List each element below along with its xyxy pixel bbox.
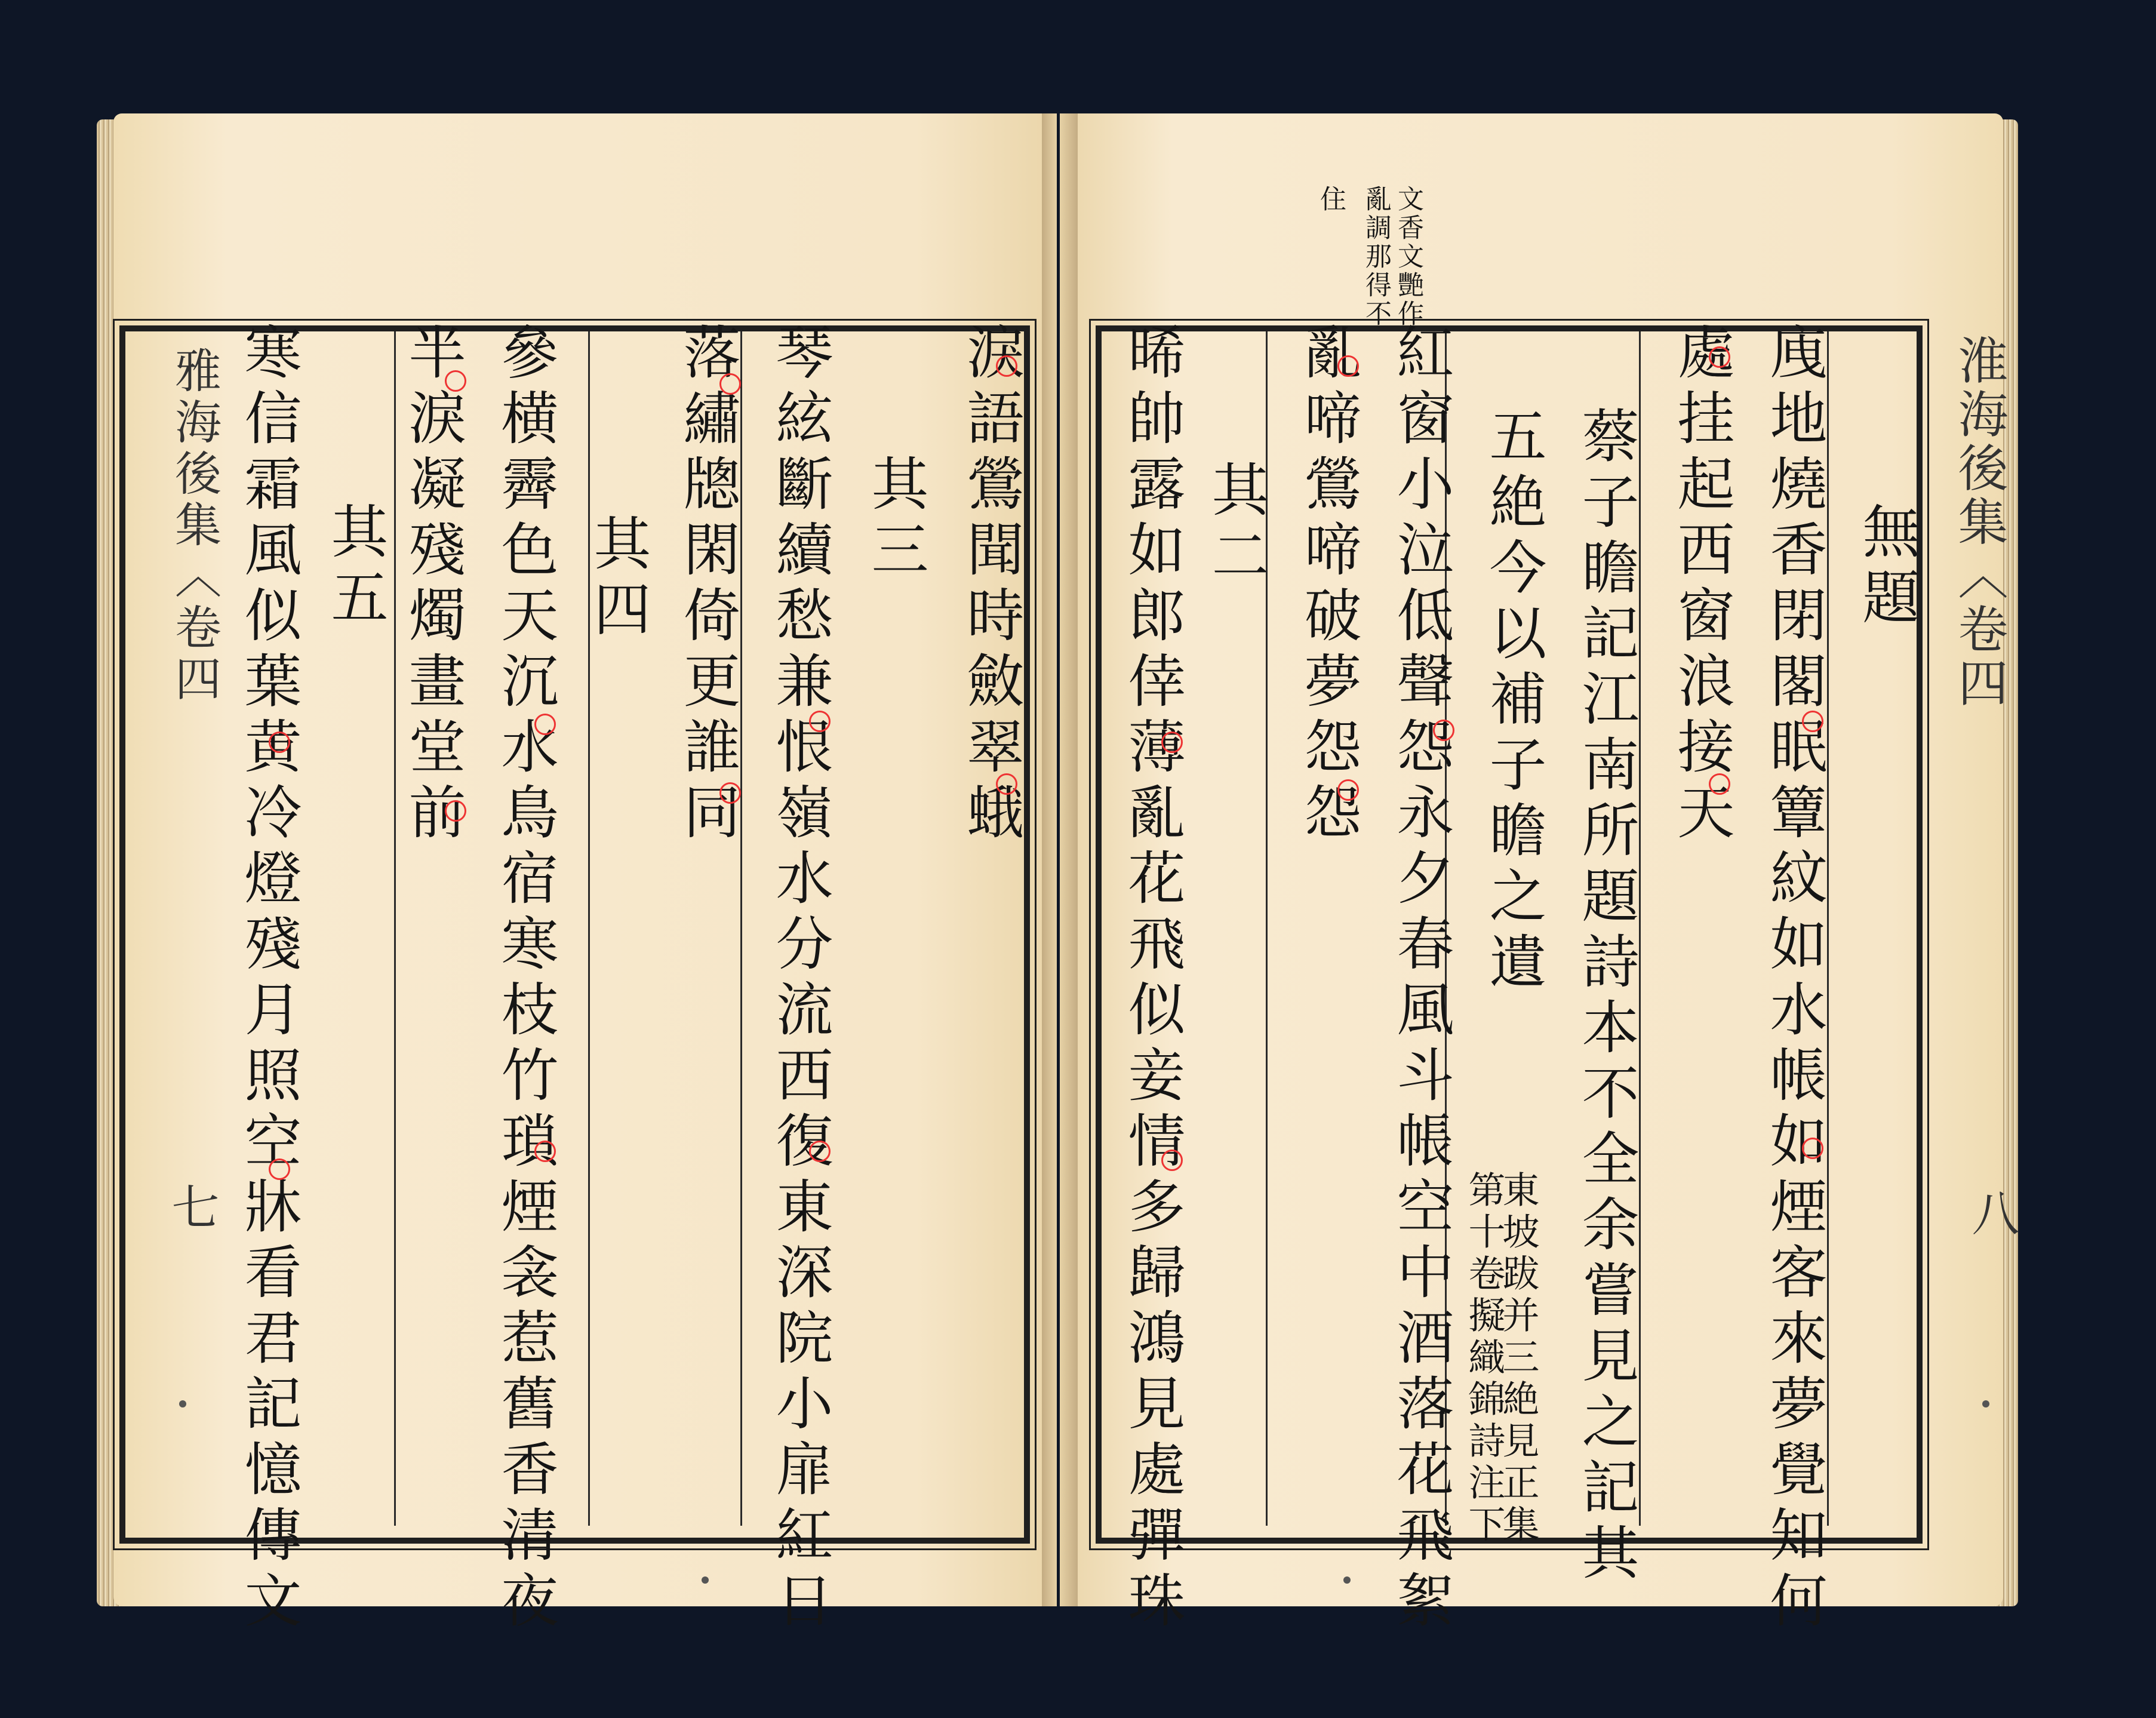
red-circle-mark xyxy=(534,1141,556,1162)
left-text-column-3: 落繡牕閑倚更誰同 xyxy=(674,322,741,848)
binding-dot xyxy=(1982,1400,1989,1407)
left-text-column-4: 參横霽色天沉水鳥宿寒枝竹瑣煙衾惹舊香清夜 xyxy=(492,322,559,1636)
poem-title-wuti: 無題 xyxy=(1853,502,1920,633)
red-circle-mark xyxy=(809,711,831,732)
red-circle-mark xyxy=(719,373,741,395)
right-folio-number: 八 xyxy=(1964,1188,2019,1244)
red-circle-mark xyxy=(1433,720,1454,741)
right-note-line-a: 東坡跋并三絶見正集 xyxy=(1496,1170,1540,1547)
right-note-line-b: 第十卷擬織錦詩注下 xyxy=(1462,1170,1506,1547)
right-text-column-7: 晞帥露如郎倖薄亂花飛似妾情多歸鴻見處彈珠 xyxy=(1119,322,1186,1636)
red-circle-mark xyxy=(1802,711,1823,732)
subtitle-qi-wu: 其五 xyxy=(322,502,389,633)
left-text-column-6: 寒信霜風似葉黄冷燈殘月照空牀看君記憶傳文 xyxy=(235,322,302,1636)
red-circle-mark xyxy=(445,370,466,392)
right-margin-title: 淮海後集〈卷四 xyxy=(1950,334,2009,711)
left-folio-number: 七 xyxy=(164,1182,219,1238)
right-text-column-2: 處挂起西窗浪接天 xyxy=(1668,322,1735,848)
left-text-column-2: 琴絃斷續愁兼恨嶺水分流西復東深院小扉紅日 xyxy=(767,322,834,1636)
annotation-line-1: 文香文艷作 xyxy=(1393,185,1423,328)
binding-dot xyxy=(1343,1576,1351,1584)
red-circle-mark xyxy=(719,782,741,804)
right-text-column-5: 紅窗小泣低聲怨永夕春風斗帳空中酒落花飛絮 xyxy=(1388,322,1454,1636)
red-circle-mark xyxy=(1337,355,1359,377)
left-margin-title: 雅海後集〈卷四 xyxy=(167,346,221,706)
annotation-line-3: 住 xyxy=(1315,185,1346,214)
binding-dot xyxy=(179,1400,186,1407)
red-circle-mark xyxy=(1337,779,1359,801)
left-text-column-1: 淚語鶯聞時斂翠蛾 xyxy=(958,322,1025,848)
red-circle-mark xyxy=(269,732,290,753)
annotation-line-2: 亂調那得不 xyxy=(1361,185,1391,328)
red-circle-mark xyxy=(1709,346,1730,368)
red-circle-mark xyxy=(1161,1150,1183,1171)
left-text-column-5: 半淚凝殘燭畫堂前 xyxy=(399,322,466,848)
column-rule xyxy=(588,331,590,1526)
red-circle-mark xyxy=(996,355,1017,377)
red-circle-mark xyxy=(269,1158,290,1180)
subtitle-qi-si: 其四 xyxy=(585,514,651,645)
subtitle-qi-san: 其三 xyxy=(862,454,929,585)
right-text-column-1: 㡼地燒香閉閣眠簟紋如水帳如煙客來夢覺知何 xyxy=(1761,322,1828,1636)
subtitle-qi-er: 其二 xyxy=(1202,460,1269,591)
red-circle-mark xyxy=(996,773,1017,795)
right-text-column-4: 五絶今以補子瞻之遺 xyxy=(1480,406,1547,997)
red-circle-mark xyxy=(1802,1138,1823,1159)
red-circle-mark xyxy=(809,1141,831,1162)
red-circle-mark xyxy=(445,800,466,822)
book-gutter xyxy=(1042,113,1078,1606)
red-circle-mark xyxy=(534,714,556,735)
right-text-column-3: 蔡子瞻記江南所題詩本不全余嘗見之記其 xyxy=(1573,406,1640,1588)
red-circle-mark xyxy=(1161,732,1183,753)
binding-dot xyxy=(702,1576,709,1584)
right-text-column-6: 亂啼鶯啼破夢怨怨 xyxy=(1295,322,1362,848)
red-circle-mark xyxy=(1709,773,1730,795)
